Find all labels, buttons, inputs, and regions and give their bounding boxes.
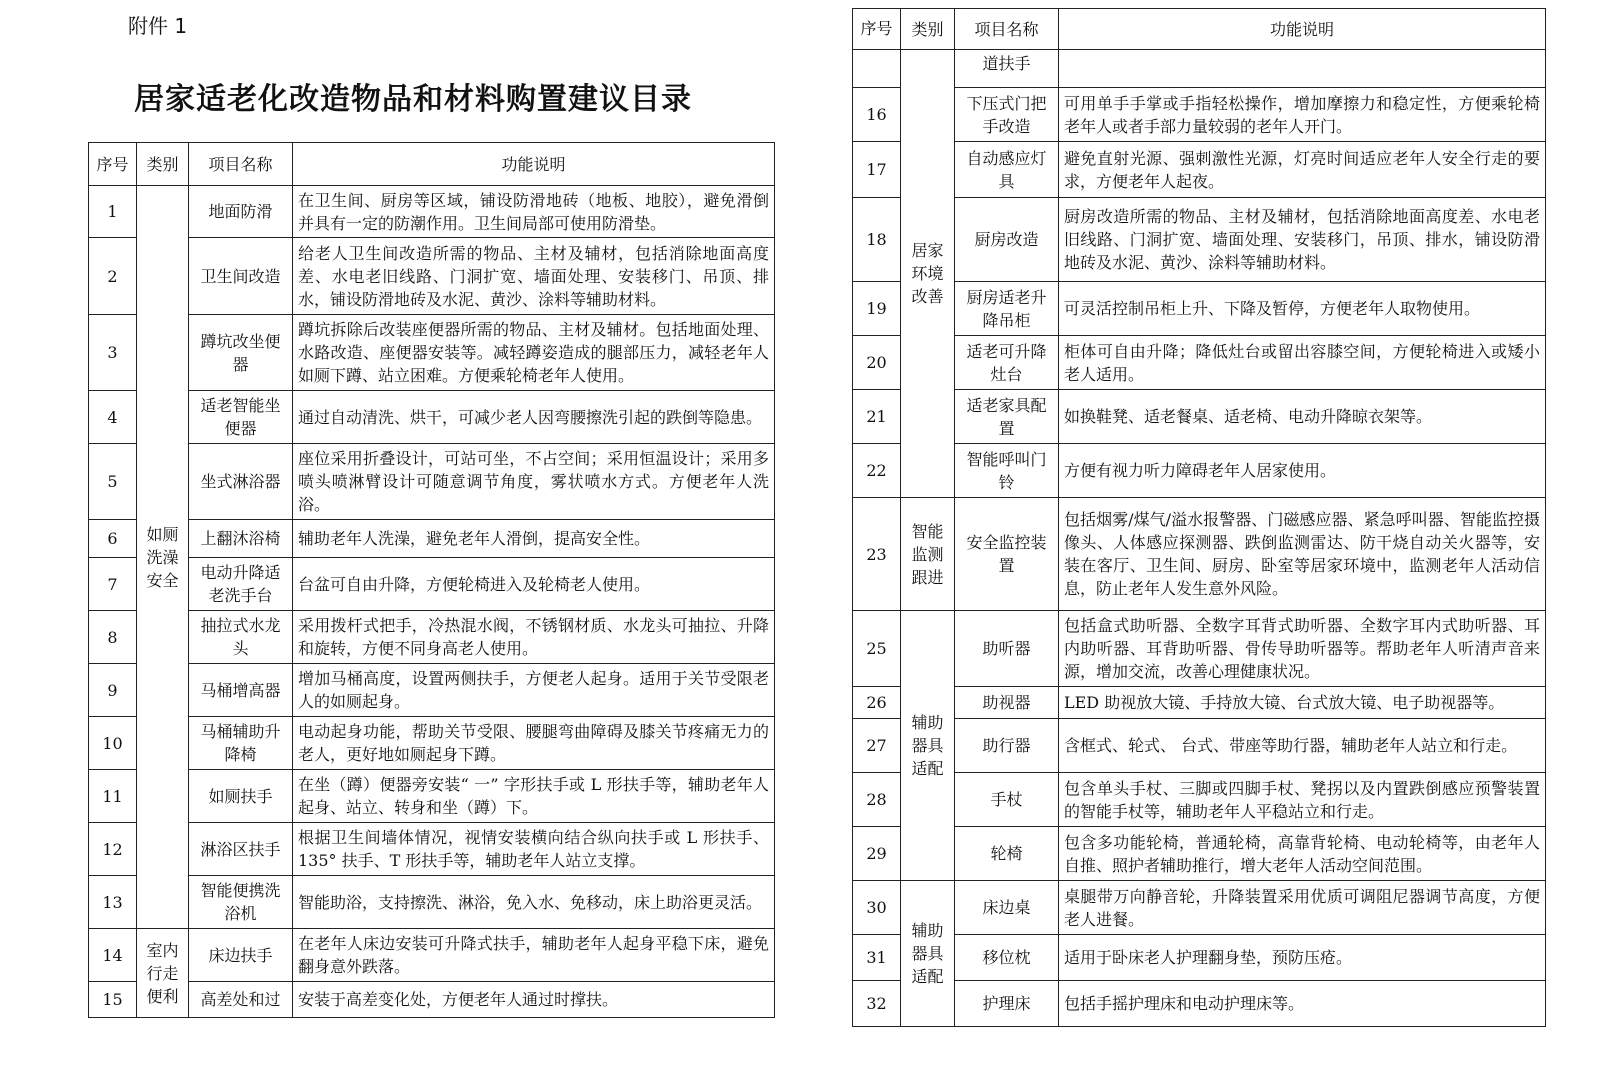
row-no: 31 xyxy=(853,935,901,981)
row-no: 2 xyxy=(89,238,137,315)
row-name: 助行器 xyxy=(955,719,1059,773)
row-desc: 电动起身功能，帮助关节受限、腰腿弯曲障碍及膝关节疼痛无力的老人，更好地如厕起身下蹲。 xyxy=(293,717,775,770)
table-header-row xyxy=(853,9,1546,50)
category-assistive-devices-2: 辅助器具适配 xyxy=(901,881,955,1027)
row-desc: 如换鞋凳、适老餐桌、适老椅、电动升降晾衣架等。 xyxy=(1059,390,1546,444)
table-row xyxy=(89,876,775,929)
row-name: 适老可升降灶台 xyxy=(955,336,1059,390)
row-no: 16 xyxy=(853,88,901,142)
row-name: 如厕扶手 xyxy=(189,770,293,823)
row-name: 电动升降适老洗手台 xyxy=(189,558,293,611)
table-row xyxy=(853,827,1546,881)
left-page xyxy=(0,0,800,1065)
row-no: 32 xyxy=(853,981,901,1027)
header-name: 项目名称 xyxy=(189,143,293,186)
table-row xyxy=(853,611,1546,687)
row-desc: 给老人卫生间改造所需的物品、主材及辅材，包括消除地面高度差、水电老旧线路、门洞扩宽、墙面处理、安装移门、吊顶、排水，铺设防滑地砖及水泥、黄沙、涂料等辅助材料。 xyxy=(293,238,775,315)
table-row xyxy=(89,823,775,876)
row-no: 22 xyxy=(853,444,901,498)
header-no: 序号 xyxy=(853,9,901,50)
row-name: 上翻沐浴椅 xyxy=(189,520,293,558)
category-home-environment: 居家环境改善 xyxy=(901,50,955,498)
row-no: 1 xyxy=(89,186,137,238)
category-assistive-devices: 辅助器具适配 xyxy=(901,611,955,881)
table-row xyxy=(853,88,1546,142)
row-no: 27 xyxy=(853,719,901,773)
category-indoor-walking: 室内行走便利 xyxy=(137,929,189,1018)
row-no xyxy=(853,50,901,88)
table-row xyxy=(853,719,1546,773)
row-name: 下压式门把手改造 xyxy=(955,88,1059,142)
row-name: 淋浴区扶手 xyxy=(189,823,293,876)
row-desc xyxy=(1059,50,1546,88)
table-row xyxy=(89,611,775,664)
row-no: 11 xyxy=(89,770,137,823)
row-no: 26 xyxy=(853,687,901,719)
table-row xyxy=(853,336,1546,390)
row-name: 厨房改造 xyxy=(955,198,1059,282)
row-no: 5 xyxy=(89,444,137,520)
row-desc: 可用单手手掌或手指轻松操作，增加摩擦力和稳定性，方便乘轮椅老年人或者手部力量较弱的老年人开门。 xyxy=(1059,88,1546,142)
table-row xyxy=(89,391,775,444)
row-no: 13 xyxy=(89,876,137,929)
row-desc: 可灵活控制吊柜上升、下降及暂停，方便老年人取物使用。 xyxy=(1059,282,1546,336)
row-name: 自动感应灯具 xyxy=(955,142,1059,198)
row-no: 29 xyxy=(853,827,901,881)
row-no: 30 xyxy=(853,881,901,935)
row-name: 助听器 xyxy=(955,611,1059,687)
table-row xyxy=(853,687,1546,719)
row-desc: 采用拨杆式把手，冷热混水阀，不锈钢材质、水龙头可抽拉、升降和旋转，方便不同身高老人使用。 xyxy=(293,611,775,664)
row-desc: 包括手摇护理床和电动护理床等。 xyxy=(1059,981,1546,1027)
header-category: 类别 xyxy=(901,9,955,50)
row-name: 高差处和过 xyxy=(189,982,293,1018)
row-desc: 通过自动清洗、烘干，可减少老人因弯腰擦洗引起的跌倒等隐患。 xyxy=(293,391,775,444)
table-row xyxy=(89,558,775,611)
row-desc: 包括烟雾/煤气/溢水报警器、门磁感应器、紧急呼叫器、智能监控摄像头、人体感应探测器、跌倒监测雷达、防干烧自动关火器等，安装在客厅、卫生间、厨房、卧室等居家环境中，监测老年人活动信息，防止老年人发生意外风险。 xyxy=(1059,498,1546,611)
table-row xyxy=(89,982,775,1018)
right-page xyxy=(830,0,1607,1065)
row-name: 坐式淋浴器 xyxy=(189,444,293,520)
table-row xyxy=(853,50,1546,88)
row-no: 12 xyxy=(89,823,137,876)
row-name: 护理床 xyxy=(955,981,1059,1027)
table-row xyxy=(853,935,1546,981)
table-row xyxy=(89,444,775,520)
table-row xyxy=(853,981,1546,1027)
row-name: 床边扶手 xyxy=(189,929,293,982)
row-desc: 方便有视力听力障碍老年人居家使用。 xyxy=(1059,444,1546,498)
row-no: 7 xyxy=(89,558,137,611)
table-row xyxy=(89,717,775,770)
row-name: 助视器 xyxy=(955,687,1059,719)
row-name: 智能呼叫门铃 xyxy=(955,444,1059,498)
row-no: 23 xyxy=(853,498,901,611)
row-no: 10 xyxy=(89,717,137,770)
table-row xyxy=(89,664,775,717)
row-name: 适老智能坐便器 xyxy=(189,391,293,444)
row-no: 25 xyxy=(853,611,901,687)
row-no: 20 xyxy=(853,336,901,390)
row-no: 9 xyxy=(89,664,137,717)
table-row xyxy=(89,929,775,982)
row-desc: 根据卫生间墙体情况，视情安装横向结合纵向扶手或 L 形扶手、135° 扶手、T 形扶手等，辅助老年人站立支撑。 xyxy=(293,823,775,876)
left-catalog-table xyxy=(88,142,775,1018)
table-row xyxy=(89,520,775,558)
row-name: 适老家具配置 xyxy=(955,390,1059,444)
category-smart-monitoring: 智能监测跟进 xyxy=(901,498,955,611)
table-row xyxy=(853,198,1546,282)
table-row xyxy=(89,315,775,391)
row-no: 21 xyxy=(853,390,901,444)
row-name: 安全监控装置 xyxy=(955,498,1059,611)
table-row xyxy=(853,390,1546,444)
row-no: 18 xyxy=(853,198,901,282)
category-toilet-bath: 如厕洗澡安全 xyxy=(137,186,189,929)
row-name: 抽拉式水龙头 xyxy=(189,611,293,664)
table-row xyxy=(89,186,775,238)
row-no: 14 xyxy=(89,929,137,982)
row-no: 19 xyxy=(853,282,901,336)
row-desc: 安装于高差变化处，方便老年人通过时撑扶。 xyxy=(293,982,775,1018)
header-category: 类别 xyxy=(137,143,189,186)
table-header-row xyxy=(89,143,775,186)
row-desc: 厨房改造所需的物品、主材及辅材，包括消除地面高度差、水电老旧线路、门洞扩宽、墙面处理、安装移门，吊顶、排水，铺设防滑地砖及水泥、黄沙、涂料等辅助材料。 xyxy=(1059,198,1546,282)
row-name: 卫生间改造 xyxy=(189,238,293,315)
table-row xyxy=(853,773,1546,827)
header-no: 序号 xyxy=(89,143,137,186)
table-row xyxy=(853,142,1546,198)
row-desc: 柜体可自由升降；降低灶台或留出容膝空间，方便轮椅进入或矮小老人适用。 xyxy=(1059,336,1546,390)
table-row xyxy=(853,444,1546,498)
row-desc: 辅助老年人洗澡，避免老年人滑倒，提高安全性。 xyxy=(293,520,775,558)
row-desc: 蹲坑拆除后改装座便器所需的物品、主材及辅材。包括地面处理、水路改造、座便器安装等。减轻蹲姿造成的腿部压力，减轻老年人如厕下蹲、站立困难。方便乘轮椅老年人使用。 xyxy=(293,315,775,391)
row-name: 厨房适老升降吊柜 xyxy=(955,282,1059,336)
row-name: 智能便携洗浴机 xyxy=(189,876,293,929)
row-no: 4 xyxy=(89,391,137,444)
row-name: 道扶手 xyxy=(955,50,1059,88)
table-row xyxy=(89,238,775,315)
row-name: 蹲坑改坐便器 xyxy=(189,315,293,391)
row-desc: 座位采用折叠设计，可站可坐，不占空间；采用恒温设计；采用多喷头喷淋臂设计可随意调节角度，雾状喷水方式。方便老年人洗浴。 xyxy=(293,444,775,520)
row-name: 移位枕 xyxy=(955,935,1059,981)
row-no: 8 xyxy=(89,611,137,664)
row-name: 床边桌 xyxy=(955,881,1059,935)
row-desc: 增加马桶高度，设置两侧扶手，方便老人起身。适用于关节受限老人的如厕起身。 xyxy=(293,664,775,717)
header-desc: 功能说明 xyxy=(1059,9,1546,50)
row-name: 手杖 xyxy=(955,773,1059,827)
row-desc: 包含多功能轮椅，普通轮椅，高靠背轮椅、电动轮椅等，由老年人自推、照护者辅助推行，增大老年人活动空间范围。 xyxy=(1059,827,1546,881)
row-desc: 台盆可自由升降，方便轮椅进入及轮椅老人使用。 xyxy=(293,558,775,611)
row-name: 轮椅 xyxy=(955,827,1059,881)
document-title: 居家适老化改造物品和材料购置建议目录 xyxy=(134,82,692,117)
row-no: 6 xyxy=(89,520,137,558)
row-desc: 桌腿带万向静音轮，升降装置采用优质可调阻尼器调节高度，方便老人进餐。 xyxy=(1059,881,1546,935)
row-desc: 包括盒式助听器、全数字耳背式助听器、全数字耳内式助听器、耳内助听器、耳背助听器、骨传导助听器等。帮助老年人听清声音来源，增加交流，改善心理健康状况。 xyxy=(1059,611,1546,687)
table-row xyxy=(853,498,1546,611)
right-catalog-table xyxy=(852,8,1546,1027)
row-no: 3 xyxy=(89,315,137,391)
row-desc: 含框式、轮式、 台式、带座等助行器，辅助老年人站立和行走。 xyxy=(1059,719,1546,773)
header-desc: 功能说明 xyxy=(293,143,775,186)
row-name: 地面防滑 xyxy=(189,186,293,238)
row-desc: 在卫生间、厨房等区域，铺设防滑地砖（地板、地胶），避免滑倒并具有一定的防潮作用。卫生间局部可使用防滑垫。 xyxy=(293,186,775,238)
table-row xyxy=(89,770,775,823)
row-desc: 避免直射光源、强刺激性光源，灯亮时间适应老年人安全行走的要求，方便老年人起夜。 xyxy=(1059,142,1546,198)
row-desc: 在坐（蹲）便器旁安装“ 一” 字形扶手或 L 形扶手等，辅助老年人起身、站立、转身和坐（蹲）下。 xyxy=(293,770,775,823)
row-desc: 适用于卧床老人护理翻身垫，预防压疮。 xyxy=(1059,935,1546,981)
table-row xyxy=(853,282,1546,336)
row-no: 15 xyxy=(89,982,137,1018)
row-name: 马桶增高器 xyxy=(189,664,293,717)
row-desc: 在老年人床边安装可升降式扶手，辅助老年人起身平稳下床，避免翻身意外跌落。 xyxy=(293,929,775,982)
row-no: 28 xyxy=(853,773,901,827)
row-desc: LED 助视放大镜、手持放大镜、台式放大镜、电子助视器等。 xyxy=(1059,687,1546,719)
row-name: 马桶辅助升降椅 xyxy=(189,717,293,770)
table-row xyxy=(853,881,1546,935)
attachment-label: 附件 1 xyxy=(128,14,188,38)
row-no: 17 xyxy=(853,142,901,198)
row-desc: 智能助浴，支持擦洗、淋浴，免入水、免移动，床上助浴更灵活。 xyxy=(293,876,775,929)
header-name: 项目名称 xyxy=(955,9,1059,50)
row-desc: 包含单头手杖、三脚或四脚手杖、凳拐以及内置跌倒感应预警装置的智能手杖等，辅助老年人平稳站立和行走。 xyxy=(1059,773,1546,827)
